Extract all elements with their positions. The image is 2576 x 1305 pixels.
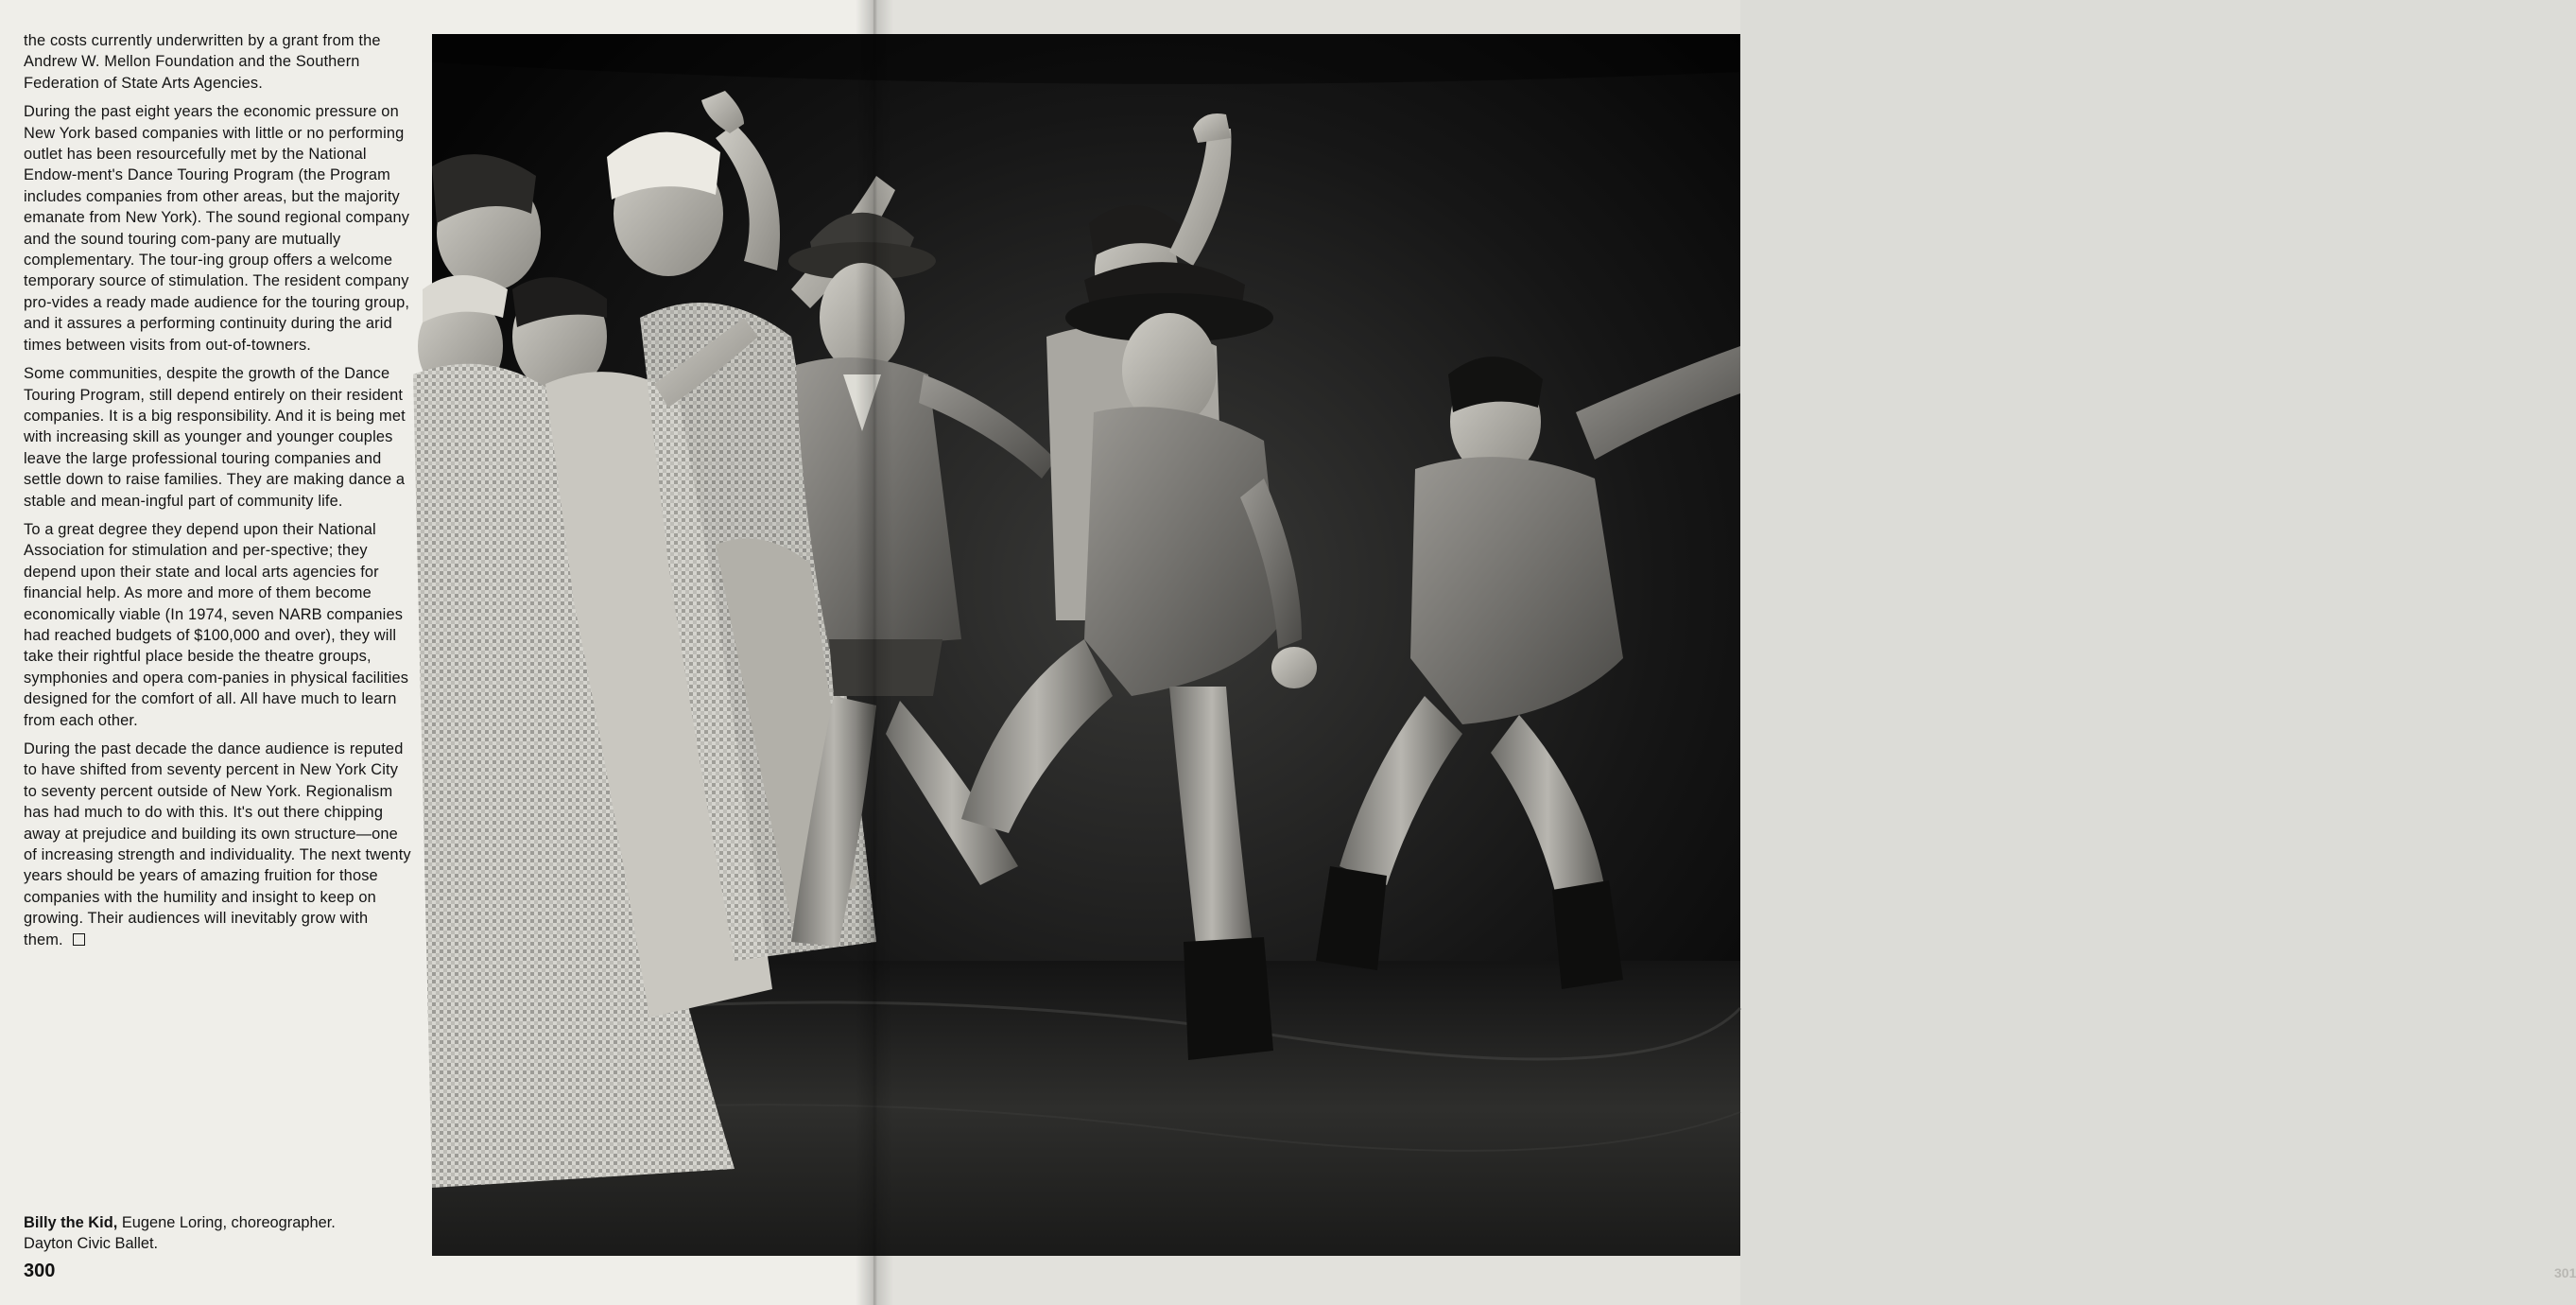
page-number-right: 301 <box>2554 1265 2576 1280</box>
caption-title: Billy the Kid, <box>24 1214 118 1231</box>
photo-caption <box>24 1212 411 1255</box>
paragraph: During the past eight years the economic pressure on New York based companies with little or no performing outlet has been resourcefully met by the National Endow-ment's Dance Touring Program (the Program includes companies from other areas, but the majority emanate from New York). The sound regional company and the sound touring com-pany are mutually complementary. The tour-ing group offers a welcome temporary source of stimulation. The resident company pro-vides a ready made audience for the touring group, and it assures a performing continuity during the arid times between visits from out-of-towners. <box>24 103 410 354</box>
caption-company: Dayton Civic Ballet. <box>24 1235 159 1253</box>
page-number: 300 <box>24 1261 56 1281</box>
paragraph-final-text: During the past decade the dance audience is reputed to have shifted from seventy percent in New York City to seventy percent outside of New York. Regionalism has had much to do with this. It's out there chipping away at prejudice and building its own structure—one of increasing strength and individuality. The next twenty years should be years of amazing fruition for those companies with the humility and insight to keep on growing. Their audiences will inevitably grow with them. <box>24 740 411 948</box>
paragraph: To a great degree they depend upon their National Association for stimulation and per-spective; they depend upon their state and local arts agencies for financial help. As more and more of them become economically viable (In 1974, seven NARB companies had reached budgets of $100,000 and over), they will take their rightful place beside the theatre groups, symphonies and opera com-panies in physical facilities designed for the comfort of all. All have much to learn from each other. <box>24 520 409 729</box>
caption-credit: Eugene Loring, choreographer. <box>117 1214 336 1231</box>
paragraph: Some communities, despite the growth of the Dance Touring Program, still depend entirely on their resident companies. It is a big responsibility. And it is being met with increasing skill as younger and younger couples leave the large professional touring companies and settle down to raise families. They are making dance a stable and mean-ingful part of community life. <box>24 365 406 510</box>
article-text <box>24 30 411 958</box>
paragraph: the costs currently underwritten by a grant from the Andrew W. Mellon Foundation and the Southern Federation of State Arts Agencies. <box>24 32 381 92</box>
photo-illustration <box>432 34 1740 1256</box>
end-mark-icon <box>73 933 85 946</box>
dance-photograph <box>432 34 1740 1256</box>
paragraph-final <box>24 739 411 950</box>
